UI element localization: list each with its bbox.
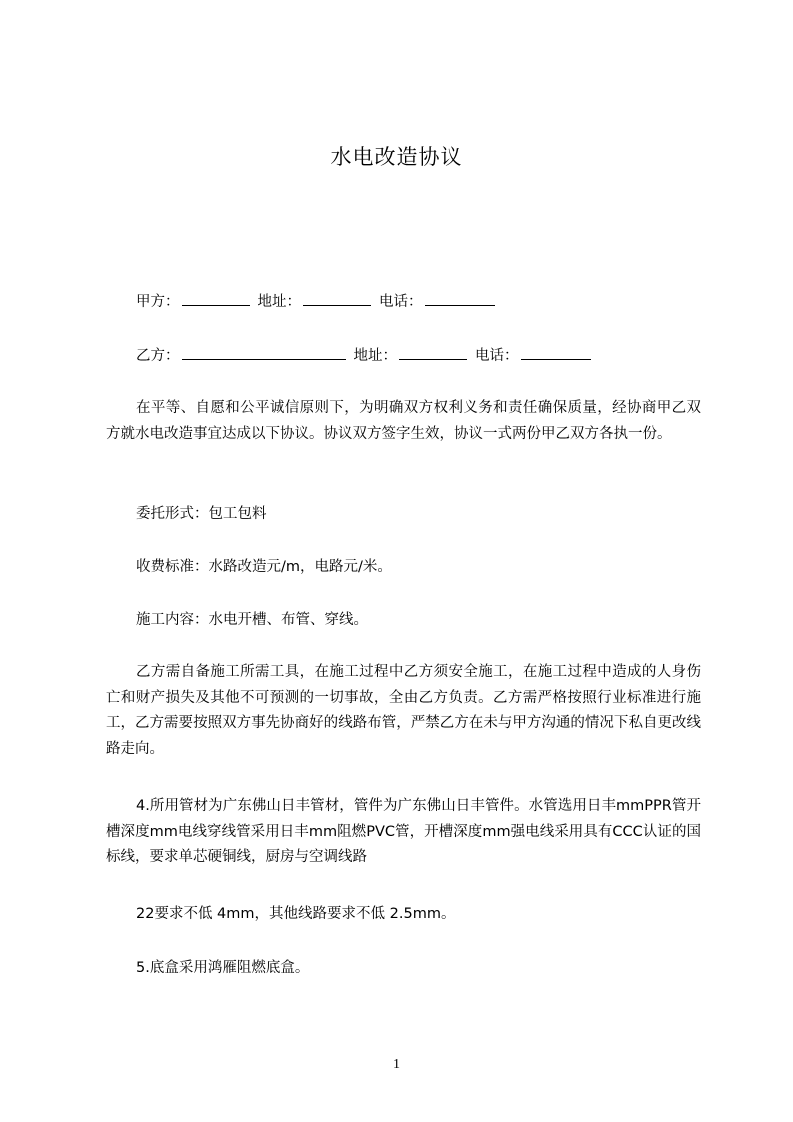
party-a-address-blank bbox=[303, 291, 371, 306]
boxes-line: 5.底盒采用鸿雁阻燃底盒。 bbox=[136, 960, 310, 976]
party-b-label: 乙方： bbox=[136, 348, 180, 364]
wire-spec-line: 22要求不低 4mm，其他线路要求不低 2.5mm。 bbox=[136, 906, 456, 922]
party-a-name-blank bbox=[182, 291, 250, 306]
scope-line: 施工内容：水电开槽、布管、穿线。 bbox=[136, 612, 368, 628]
party-a-label: 甲方： bbox=[136, 294, 180, 310]
party-a-phone-label: 电话： bbox=[379, 294, 423, 310]
party-b-name-blank bbox=[182, 345, 346, 360]
party-b-phone-blank bbox=[521, 345, 591, 360]
party-a-address-label: 地址： bbox=[257, 294, 301, 310]
safety-paragraph: 乙方需自备施工所需工具，在施工过程中乙方须安全施工，在施工过程中造成的人身伤亡和财产损失及其他不可预测的一切事故，全由乙方负责。乙方需严格按照行业标准进行施工，乙方需要按照双方事先协商好的线路布管，严禁乙方在未与甲方沟通的情况下私自更改线路走向。 bbox=[106, 664, 701, 757]
party-b-line bbox=[136, 345, 599, 366]
party-b-address-blank bbox=[399, 345, 467, 360]
party-a-phone-blank bbox=[425, 291, 495, 306]
page-title: 水电改造协议 bbox=[330, 145, 463, 169]
intro-paragraph: 在平等、自愿和公平诚信原则下，为明确双方权利义务和责任确保质量，经协商甲乙双方就水电改造事宜达成以下协议。协议双方签字生效，协议一式两份甲乙双方各执一份。 bbox=[106, 400, 701, 442]
party-b-phone-label: 电话： bbox=[475, 348, 519, 364]
page-number: 1 bbox=[393, 1057, 400, 1072]
party-b-address-label: 地址： bbox=[353, 348, 397, 364]
materials-paragraph: 4.所用管材为广东佛山日丰管材，管件为广东佛山日丰管件。水管选用日丰mmPPR管开槽深度mm电线穿线管采用日丰mm阻燃PVC管，开槽深度mm强电线采用具有CCC认证的国标线，要求单芯硬铜线，厨房与空调线路 bbox=[106, 798, 701, 865]
commission-line: 委托形式：包工包料 bbox=[136, 506, 267, 522]
party-a-line bbox=[136, 291, 503, 312]
fee-line: 收费标准：水路改造元/m，电路元/米。 bbox=[136, 559, 392, 575]
